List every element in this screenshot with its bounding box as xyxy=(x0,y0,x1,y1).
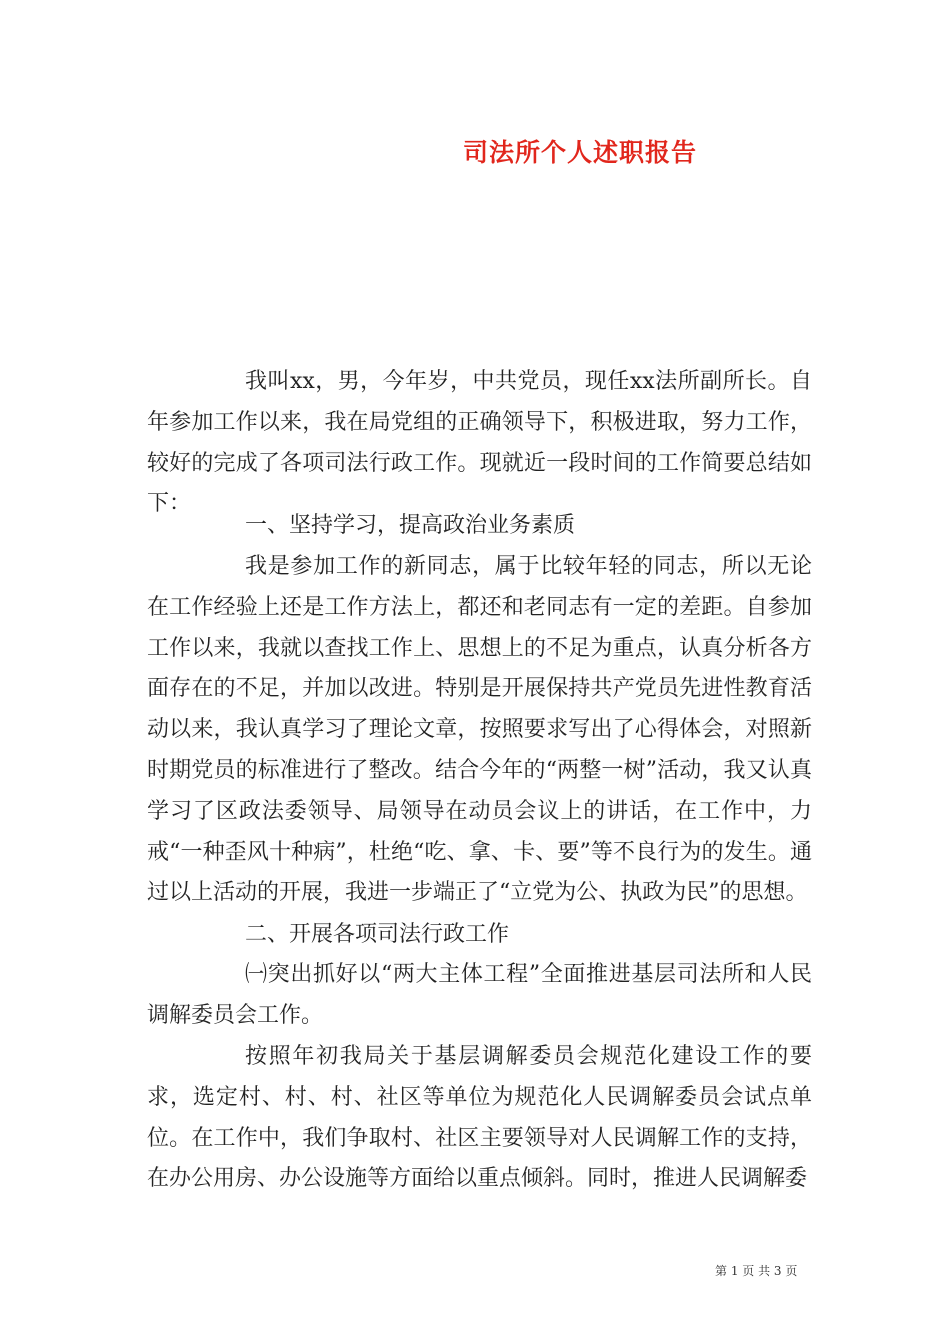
paragraph-intro: 我叫xx，男，今年岁，中共党员，现任xx法所副所长。自年参加工作以来，我在局党组的正确领导下，积极进取，努力工作，较好的完成了各项司法行政工作。现就近一段时间的工作简要总结如下： xyxy=(147,369,812,517)
subsection-heading-1: ㈠突出抓好以“两大主体工程”全面推进基层司法所和人民调解委员会工作。 xyxy=(147,962,812,1028)
section-heading-1: 一、坚持学习，提高政治业务素质 xyxy=(245,513,576,538)
section-heading-2: 二、开展各项司法行政工作 xyxy=(245,922,510,947)
paragraph-section-2: 按照年初我局关于基层调解委员会规范化建设工作的要求，选定村、村、村、社区等单位为规范化人民调解委员会试点单位。在工作中，我们争取村、社区主要领导对人民调解工作的支持，在办公用房、办公设施等方面给以重点倾斜。同时，推进人民调解委 xyxy=(147,1044,812,1192)
paragraph-section-1: 我是参加工作的新同志，属于比较年轻的同志，所以无论在工作经验上还是工作方法上，都还和老同志有一定的差距。自参加工作以来，我就以查找工作上、思想上的不足为重点，认真分析各方面存在的不足，并加以改进。特别是开展保持共产党员先进性教育活动以来，我认真学习了理论文章，按照要求写出了心得体会，对照新时期党员的标准进行了整改。结合今年的“两整一树”活动，我又认真学习了区政法委领导、局领导在动员会议上的讲话，在工作中，力戒“一种歪风十种病”，杜绝“吃、拿、卡、要”等不良行为的发生。通过以上活动的开展，我进一步端正了“立党为公、执政为民”的思想。 xyxy=(147,554,812,906)
page-number-footer: 第 1 页 共 3 页 xyxy=(715,1264,798,1278)
document-title: 司法所个人述职报告 xyxy=(462,138,697,167)
